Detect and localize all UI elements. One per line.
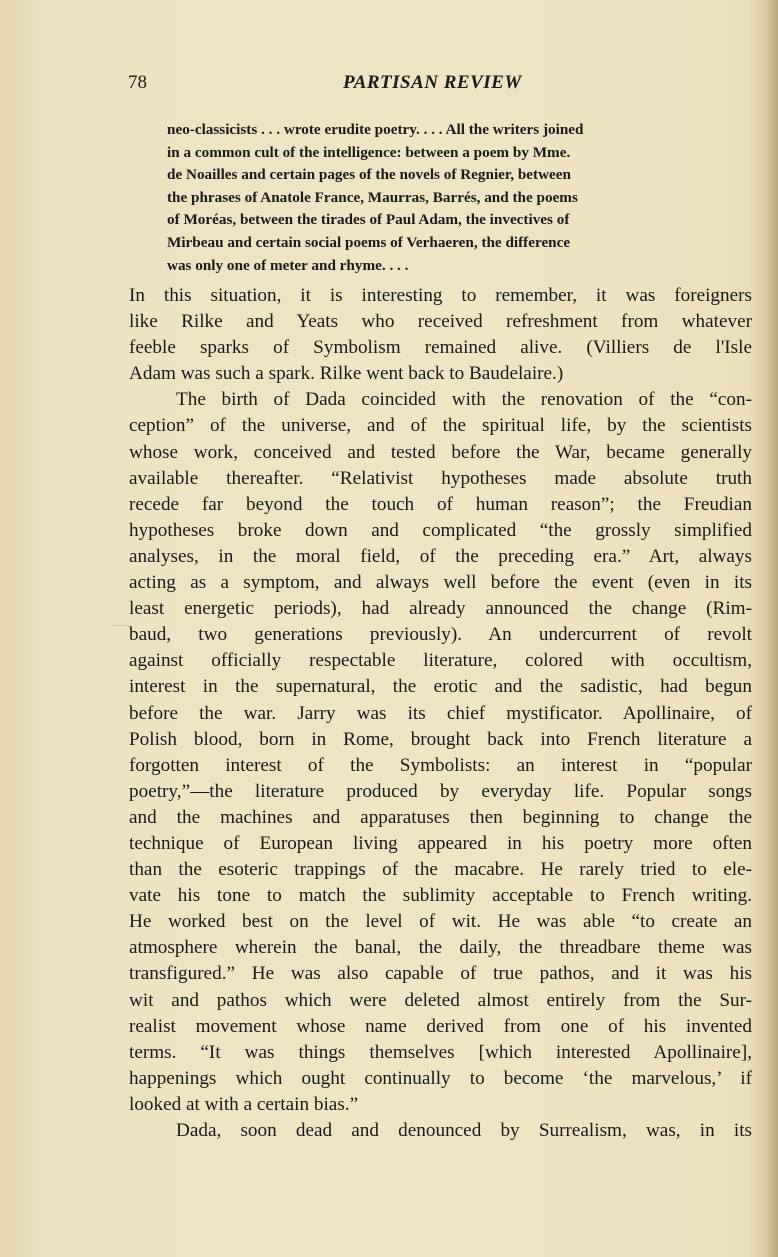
text-line: In this situation, it is interesting to remember, it was foreigners — [129, 285, 752, 306]
text-line: interest in the supernatural, the erotic and the sadistic, had begun — [129, 676, 752, 698]
text-line: Polish blood, born in Rome, brought back into French literature a — [129, 728, 752, 750]
text-line: terms. “It was things themselves [which interested Apollinaire], — [129, 1041, 752, 1063]
text-line: looked at with a certain bias.” — [129, 1093, 359, 1115]
text-line: Dada, soon dead and denounced by Surrealism, was, in its — [176, 1120, 752, 1141]
quote-line: neo-classicists . . . wrote erudite poetry. . . . All the writers joined — [167, 121, 584, 138]
text-line: like Rilke and Yeats who received refreshment from whatever — [129, 311, 752, 333]
margin-mark: ⸺ — [113, 618, 132, 631]
text-line: technique of European living appeared in his poetry more often — [129, 832, 752, 854]
text-line: ception” of the universe, and of the spiritual life, by the scientists — [129, 415, 752, 437]
text-line: baud, two generations previously). An undercurrent of revolt — [129, 624, 752, 646]
text-line: realist movement whose name derived from one of his invented — [129, 1015, 752, 1037]
text-line: feeble sparks of Symbolism remained alive. (Villiers de l'Isle — [129, 337, 752, 359]
text-line: least energetic periods), had already announced the change (Rim- — [129, 598, 752, 620]
quote-line: was only one of meter and rhyme. . . . — [167, 256, 409, 274]
text-line: He worked best on the level of wit. He was able “to create an — [129, 911, 752, 933]
text-line: forgotten interest of the Symbolists: an interest in “popular — [129, 754, 752, 776]
text-line: acting as a symptom, and always well before the event (even in its — [129, 572, 752, 594]
text-line: transfigured.” He was also capable of true pathos, and it was his — [129, 963, 752, 985]
text-line: and the machines and apparatuses then beginning to change the — [129, 806, 752, 828]
text-line: whose work, conceived and tested before the War, became generally — [129, 441, 752, 463]
text-line: analyses, in the moral field, of the preceding era.” Art, always — [129, 545, 752, 567]
quote-line: of Moréas, between the tirades of Paul Adam, the invectives of — [167, 211, 570, 229]
text-line: wit and pathos which were deleted almost entirely from the Sur- — [129, 989, 752, 1011]
text-line: recede far beyond the touch of human reason”; the Freudian — [129, 493, 752, 515]
body-text — [129, 283, 752, 1144]
quote-line: Mirbeau and certain social poems of Verhaeren, the difference — [167, 233, 571, 251]
block-quote — [167, 119, 712, 277]
text-line: hypotheses broke down and complicated “the grossly simplified — [129, 519, 752, 541]
page-edge — [766, 0, 778, 1257]
text-line: than the esoteric trappings of the macabre. He rarely tried to ele- — [129, 859, 752, 881]
text-line: poetry,”—the literature produced by everyday life. Popular songs — [129, 780, 752, 802]
page-header — [128, 72, 752, 98]
text-line: Adam was such a spark. Rilke went back to Baudelaire.) — [129, 363, 564, 385]
text-line: The birth of Dada coincided with the renovation of the “con- — [176, 389, 752, 411]
text-line: atmosphere wherein the banal, the daily, the threadbare theme was — [129, 937, 752, 959]
quote-line: de Noailles and certain pages of the novels of Regnier, between — [167, 166, 571, 184]
text-line: available thereafter. “Relativist hypotheses made absolute truth — [129, 467, 752, 489]
text-line: vate his tone to match the sublimity acceptable to French writing. — [129, 885, 752, 907]
quote-line: in a common cult of the intelligence: between a poem by Mme. — [167, 143, 571, 161]
quote-line: the phrases of Anatole France, Maurras, Barrés, and the poems — [167, 188, 578, 206]
text-line: against officially respectable literature, colored with occultism, — [129, 650, 752, 672]
page-number: 78 — [128, 72, 147, 93]
text-line: happenings which ought continually to become ‘the marvelous,’ if — [129, 1067, 752, 1089]
text-line: before the war. Jarry was its chief mystificator. Apollinaire, of — [129, 702, 752, 724]
running-title: PARTISAN REVIEW — [343, 72, 522, 93]
